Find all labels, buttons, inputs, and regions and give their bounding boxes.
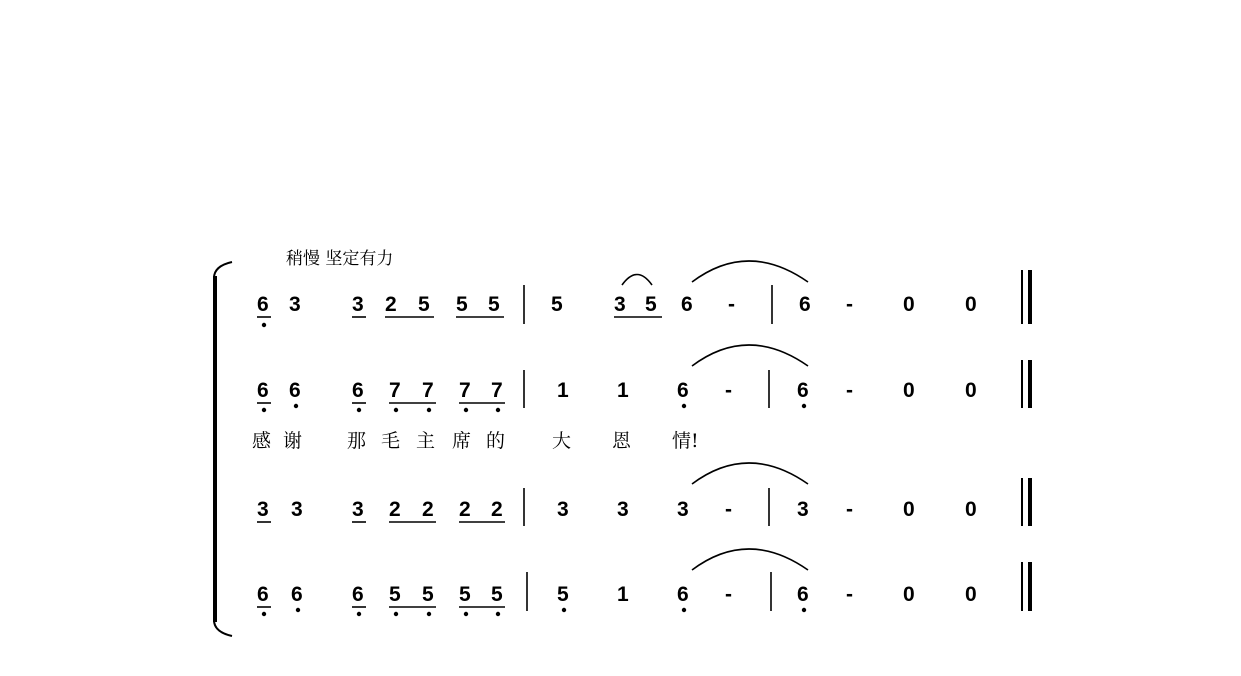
lyric-char: 主 (416, 430, 436, 452)
note: 1 (617, 379, 629, 402)
octave-dot (802, 608, 806, 612)
tie (692, 345, 808, 366)
note: 6 (681, 293, 693, 316)
note: 1 (557, 379, 569, 402)
octave-dot (427, 612, 431, 616)
lyric-char: 恩 (612, 430, 632, 452)
lyric-char: 大 (552, 430, 572, 452)
note: 5 (551, 293, 563, 316)
tie (692, 463, 808, 484)
note: 5 (422, 583, 434, 606)
note: 5 (488, 293, 500, 316)
note: 5 (459, 583, 471, 606)
octave-dot (294, 404, 298, 408)
note: 3 (617, 498, 629, 521)
lyric-char: 席 (452, 430, 472, 452)
note: 6 (677, 379, 689, 402)
octave-dot (427, 408, 431, 412)
lyrics-line (252, 429, 699, 452)
tie (692, 261, 808, 282)
octave-dot (464, 612, 468, 616)
note: 6 (797, 583, 809, 606)
note: 3 (289, 293, 301, 316)
tempo-marking: 稍慢 坚定有力 (286, 249, 394, 269)
note: 2 (385, 293, 397, 316)
note: 5 (491, 583, 503, 606)
note: 6 (257, 583, 269, 606)
note: 2 (491, 498, 503, 521)
note: 1 (617, 583, 629, 606)
lyric-char: 谢 (283, 430, 303, 452)
note: - (725, 583, 732, 606)
note: 5 (456, 293, 468, 316)
lyric-char: 情! (672, 430, 699, 452)
octave-dot (296, 608, 300, 612)
octave-dot (562, 608, 566, 612)
note: 6 (289, 379, 301, 402)
note: 0 (903, 498, 915, 521)
lyric-char: 毛 (381, 430, 401, 452)
tie (692, 549, 808, 570)
note: 7 (491, 379, 503, 402)
voice-1-line (257, 261, 1030, 327)
octave-dot (682, 608, 686, 612)
note: 7 (459, 379, 471, 402)
octave-dot (802, 404, 806, 408)
octave-dot (464, 408, 468, 412)
note: 0 (965, 293, 977, 316)
octave-dot (262, 612, 266, 616)
lyric-char: 的 (486, 430, 506, 452)
note: - (846, 379, 853, 402)
note: - (728, 293, 735, 316)
voice-2-line (257, 345, 1030, 412)
note: - (846, 293, 853, 316)
voice-3-line (257, 463, 1030, 526)
lyric-char: 那 (347, 430, 367, 452)
octave-dot (394, 612, 398, 616)
note: 5 (557, 583, 569, 606)
note: 2 (389, 498, 401, 521)
note: 5 (645, 293, 657, 316)
note: 6 (799, 293, 811, 316)
note: 0 (903, 583, 915, 606)
note: 3 (257, 498, 269, 521)
note: 6 (352, 583, 364, 606)
note: - (846, 583, 853, 606)
tie (622, 275, 652, 286)
note: 2 (459, 498, 471, 521)
note: 7 (422, 379, 434, 402)
note: - (725, 379, 732, 402)
note: 0 (965, 583, 977, 606)
note: 3 (614, 293, 626, 316)
note: 6 (797, 379, 809, 402)
note: 3 (291, 498, 303, 521)
octave-dot (357, 408, 361, 412)
note: 6 (291, 583, 303, 606)
note: 3 (797, 498, 809, 521)
octave-dot (262, 323, 266, 327)
note: 3 (557, 498, 569, 521)
note: 3 (352, 293, 364, 316)
note: 6 (677, 583, 689, 606)
note: 3 (352, 498, 364, 521)
note: 0 (965, 498, 977, 521)
note: - (846, 498, 853, 521)
note: 7 (389, 379, 401, 402)
note: 5 (389, 583, 401, 606)
note: 2 (422, 498, 434, 521)
octave-dot (682, 404, 686, 408)
lyric-char: 感 (252, 430, 272, 452)
note: 0 (903, 293, 915, 316)
octave-dot (262, 408, 266, 412)
note: 0 (965, 379, 977, 402)
note: 5 (418, 293, 430, 316)
voice-4-line (257, 549, 1030, 616)
note: 0 (903, 379, 915, 402)
note: 6 (352, 379, 364, 402)
octave-dot (496, 612, 500, 616)
note: 6 (257, 293, 269, 316)
octave-dot (394, 408, 398, 412)
note: 3 (677, 498, 689, 521)
note: - (725, 498, 732, 521)
octave-dot (357, 612, 361, 616)
note: 6 (257, 379, 269, 402)
octave-dot (496, 408, 500, 412)
